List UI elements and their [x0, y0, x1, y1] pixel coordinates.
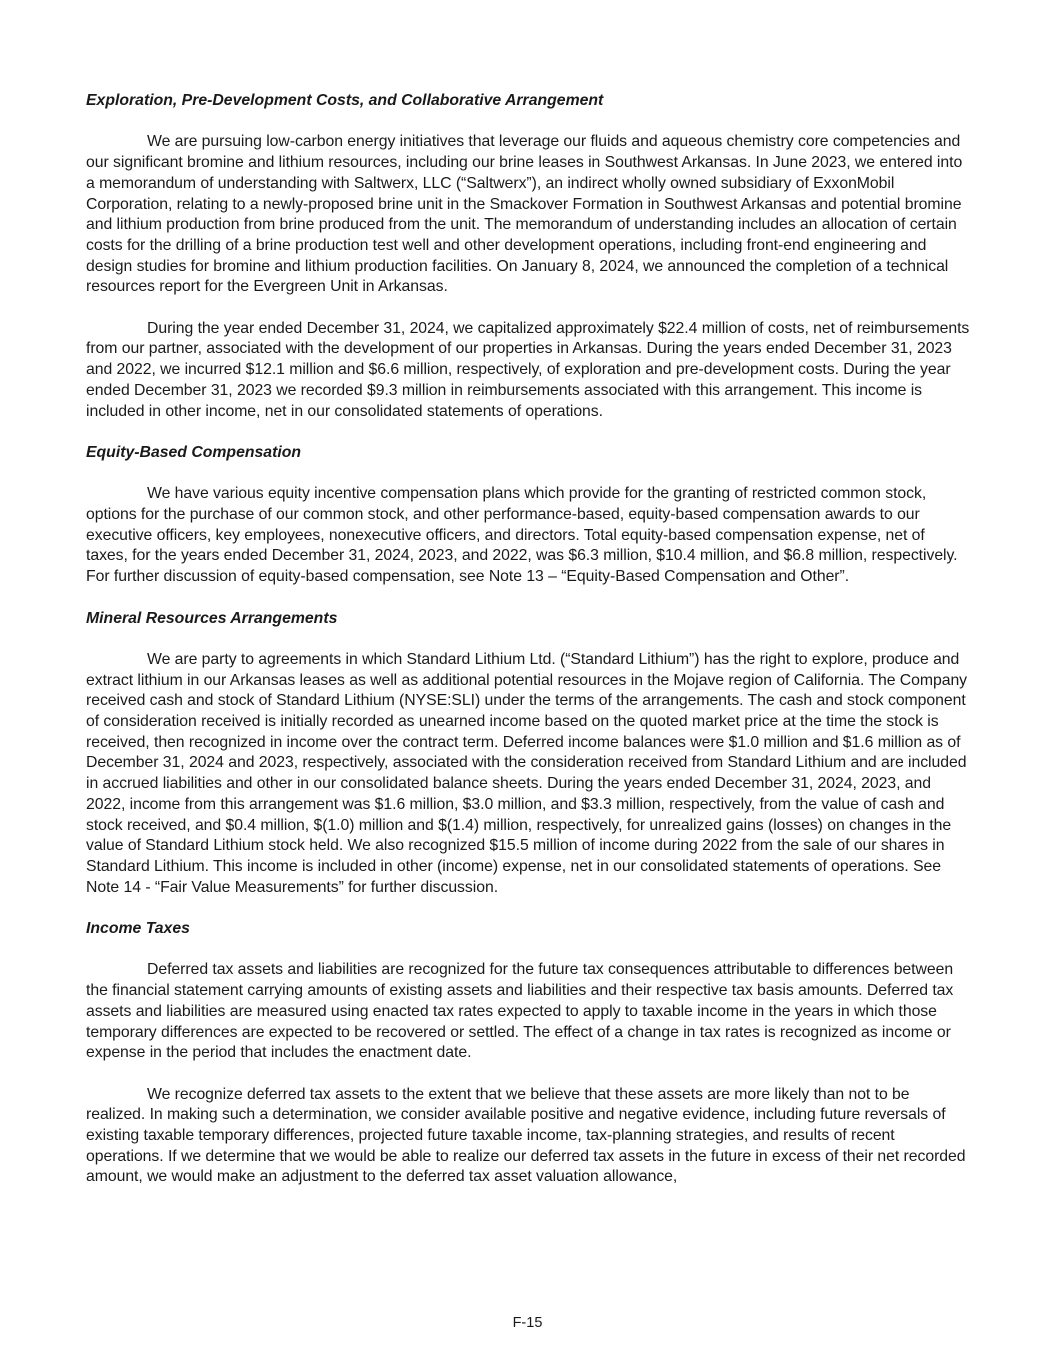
paragraph: We recognize deferred tax assets to the extent that we believe that these assets are more likely than not to be realized. In making such a determination, we consider available positive and negative evidence, including future reversals of existing taxable temporary differences, projected future taxable income, tax-planning strategies, and results of recent operations. If we determine that we would be able to realize our deferred tax assets in the future in excess of their net recorded amount, we would make an adjustment to the deferred tax asset valuation allowance,: [86, 1085, 966, 1186]
page-number: F-15: [512, 1315, 543, 1331]
document-page: [86, 91, 970, 1209]
paragraph: Deferred tax assets and liabilities are recognized for the future tax consequences attributable to differences between the financial statement carrying amounts of existing assets and liabilities and their respective tax basis amounts. Deferred tax assets and liabilities are measured using enacted tax rates expected to apply to taxable income in the years in which those temporary differences are expected to be recovered or settled. The effect of a change in tax rates is recognized as income or expense in the period that includes the enactment date.: [86, 961, 954, 1062]
section-exploration: [86, 91, 970, 422]
section-equity-based-compensation: [86, 443, 970, 588]
section-income-taxes: [86, 919, 970, 1188]
section-heading: Equity-Based Compensation: [86, 443, 302, 461]
paragraph: During the year ended December 31, 2024, we capitalized approximately $22.4 million of costs, net of reimbursements from our partner, associated with the development of our properties in Arkansas. During the years ended December 31, 2023 and 2022, we incurred $12.1 million and $6.6 million, respectively, of exploration and pre-development costs. During the year ended December 31, 2023 we recorded $9.3 million in reimbursements associated with this arrangement. This income is included in other income, net in our consolidated statements of operations.: [86, 319, 970, 420]
paragraph: We are pursuing low-carbon energy initiatives that leverage our fluids and aqueous chemistry core competencies and our significant bromine and lithium resources, including our brine leases in Southwest Arkansas. In June 2023, we entered into a memorandum of understanding with Saltwerx, LLC (“Saltwerx”), an indirect wholly owned subsidiary of ExxonMobil Corporation, relating to a newly-proposed brine unit in the Smackover Formation in Southwest Arkansas and potential bromine and lithium production from brine produced from the unit. The memorandum of understanding includes an allocation of certain costs for the drilling of a brine production test well and other development operations, including front-end engineering and design studies for bromine and lithium production facilities. On January 8, 2024, we announced the completion of a technical resources report for the Evergreen Unit in Arkansas.: [86, 133, 963, 296]
paragraph: We have various equity incentive compensation plans which provide for the granting of restricted common stock, options for the purchase of our common stock, and other performance-based, equity-based compensation awards to our executive officers, key employees, nonexecutive officers, and directors. Total equity-based compensation expense, net of taxes, for the years ended December 31, 2024, 2023, and 2022, was $6.3 million, $10.4 million, and $6.8 million, respectively. For further discussion of equity-based compensation, see Note 13 – “Equity-Based Compensation and Other”.: [86, 485, 958, 586]
paragraph: We are party to agreements in which Standard Lithium Ltd. (“Standard Lithium”) has the right to explore, produce and extract lithium in our Arkansas leases as well as additional potential resources in the Mojave region of California. The Company received cash and stock of Standard Lithium (NYSE:SLI) under the terms of the arrangements. The cash and stock component of consideration received is initially recorded as unearned income based on the quoted market price at the time the stock is received, then recognized in income over the contract term. Deferred income balances were $1.0 million and $1.6 million as of December 31, 2024 and 2023, respectively, associated with the consideration received from Standard Lithium and are included in accrued liabilities and other in our consolidated balance sheets. During the years ended December 31, 2024, 2023, and 2022, income from this arrangement was $1.6 million, $3.0 million, and $3.3 million, respectively, from the value of cash and stock received, and $0.4 million, $(1.0) million and $(1.4) million, respectively, for unrealized gains (losses) on changes in the value of Standard Lithium stock held. We also recognized $15.5 million of income during 2022 from the sale of our shares in Standard Lithium. This income is included in other (income) expense, net in our consolidated statements of operations. See Note 14 - “Fair Value Measurements” for further discussion.: [86, 650, 968, 896]
section-heading: Exploration, Pre-Development Costs, and Collaborative Arrangement: [86, 92, 604, 109]
section-heading: Mineral Resources Arrangements: [86, 609, 338, 627]
section-heading: Income Taxes: [86, 920, 190, 938]
section-mineral-resources: [86, 609, 970, 899]
